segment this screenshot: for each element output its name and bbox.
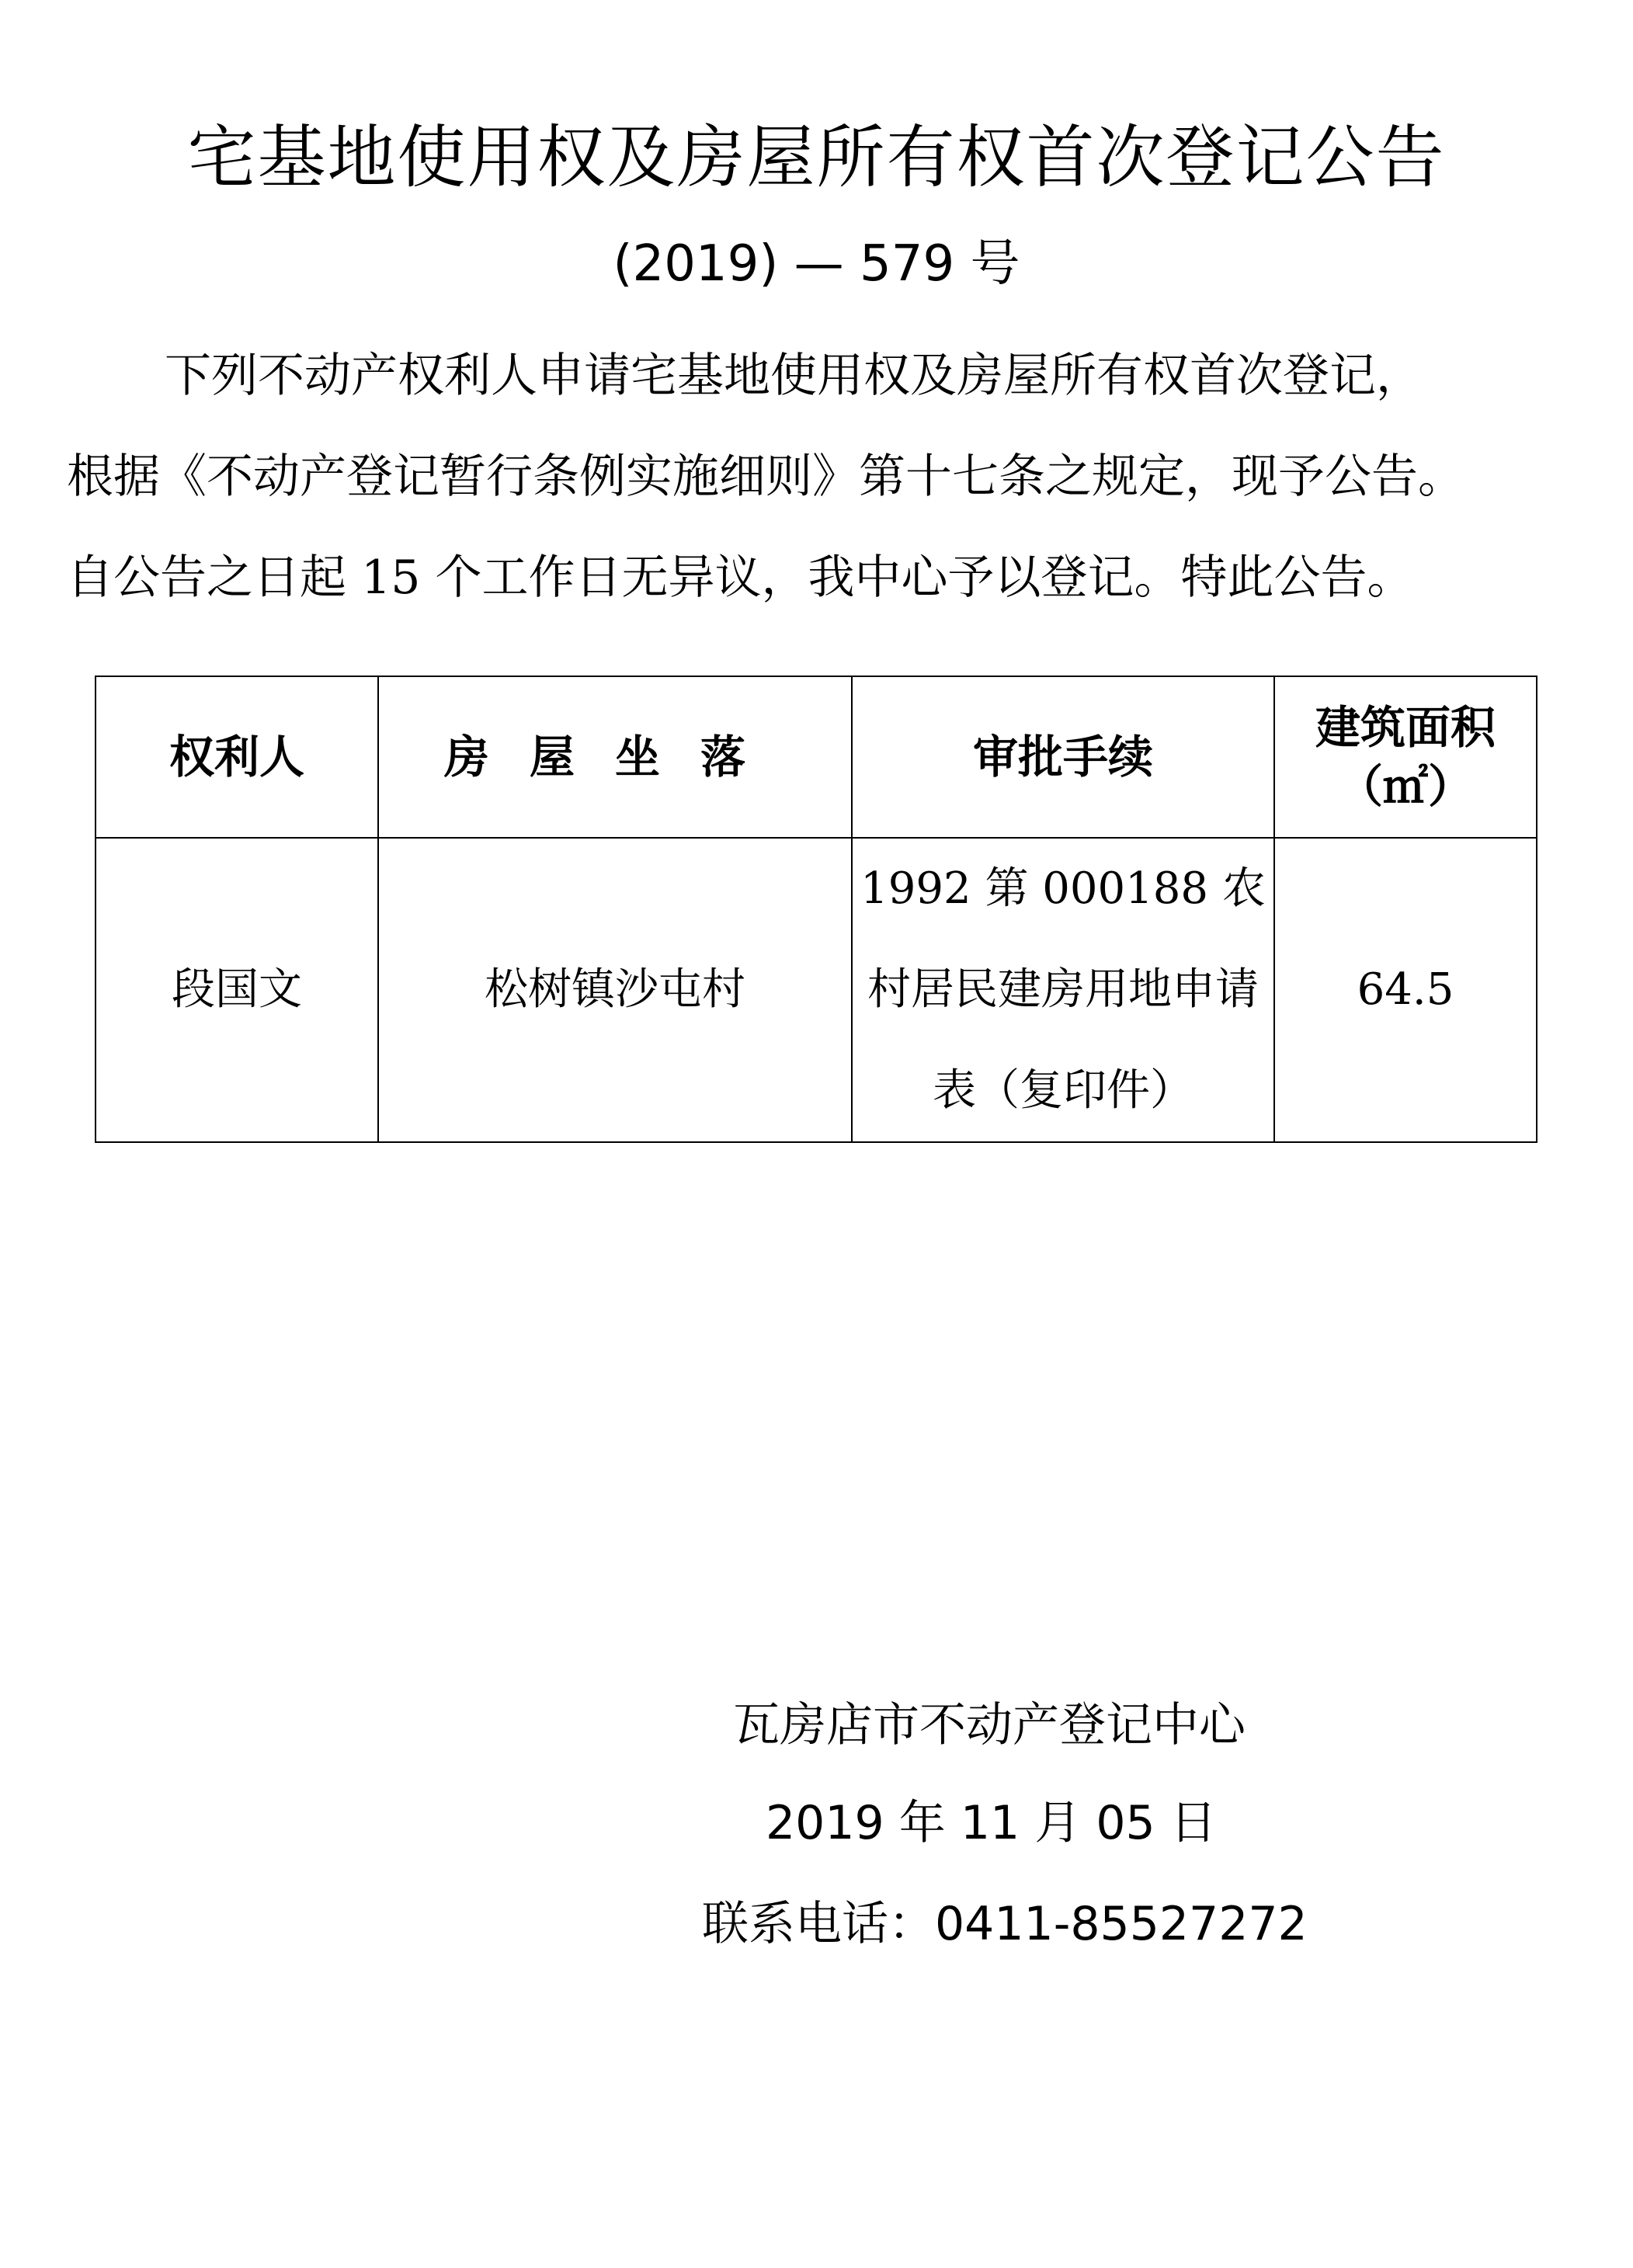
notice-title: 宅基地使用权及房屋所有权首次登记公告: [187, 117, 1446, 197]
cell-location: 松树镇沙屯村: [378, 838, 852, 1142]
header-approval: 审批手续: [852, 676, 1274, 838]
contact-phone: 联系电话：0411-85527272: [702, 1897, 1308, 1951]
table-row: [96, 838, 1537, 1142]
header-area: [1274, 676, 1537, 838]
header-location: [378, 676, 852, 838]
document-number: (2019) — 579 号: [613, 235, 1020, 293]
header-location-label: 房屋坐落: [443, 731, 786, 783]
notice-paragraph-line-3: 自公告之日起 15 个工作日无异议，我中心予以登记。特此公告。: [67, 551, 1414, 605]
cell-holder: 段国文: [96, 838, 378, 1142]
cell-area: 64.5: [1274, 838, 1537, 1142]
notice-paragraph-line-1: 下列不动产权利人申请宅基地使用权及房屋所有权首次登记，: [165, 349, 1423, 403]
notice-paragraph-line-2: 根据《不动产登记暂行条例实施细则》第十七条之规定，现予公告。: [67, 450, 1464, 504]
header-holder: 权利人: [96, 676, 378, 838]
signature-organization: 瓦房店市不动产登记中心: [733, 1698, 1246, 1752]
header-area-unit: （㎡）: [1337, 760, 1473, 813]
cell-approval: 1992 第 000188 农村居民建房用地申请表（复印件）: [852, 838, 1274, 1142]
signature-date: 2019 年 11 月 05 日: [766, 1796, 1217, 1850]
table-header-row: [96, 676, 1537, 838]
registration-table: [95, 676, 1537, 1143]
header-area-label: 建筑面积: [1315, 701, 1496, 754]
